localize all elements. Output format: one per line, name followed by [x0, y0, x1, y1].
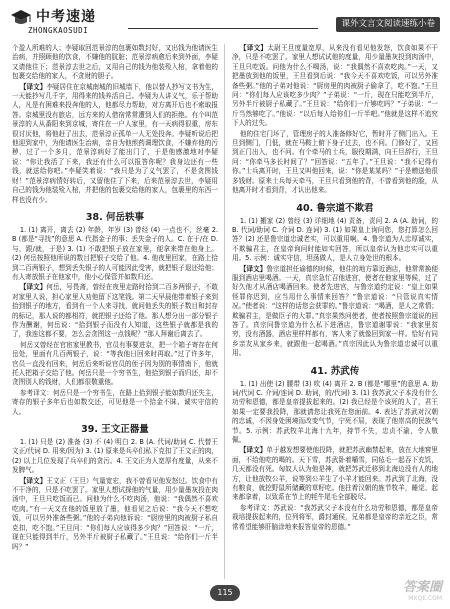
- section-heading-text: 40. 鲁宗道不欺君: [296, 202, 374, 214]
- watermark-logo: [366, 581, 442, 605]
- brand-name: 中考速递: [36, 9, 96, 25]
- page-header: [0, 0, 450, 42]
- paragraph-text: 鲁宗道担任谕德的时候，他住的地方靠近酒店，他常常换便服到酒店里喝酒。一天，真宗急忙召他进宫，使者在他家里等候，过了好久他才从酒店喝酒回来。使者先进宫，与鲁宗道约定说：“皇上如果怪罪你迟到，应当用什么事情来回答？”鲁宗道说：“只管说真实情况。”使者说：“这样的话您会获罪的。”鲁宗道说：“喝酒，是人之常情；欺骗君主，是做臣子的大罪。”真宗果然问使者，使者按照鲁宗道说的回答了。真宗问鲁宗道为什么私下进酒店，鲁宗道谢罪说：“我家里贫穷，没有酒器，酒店里样样都有，客人来了就像回到家一样。恰好有同乡亲友从家乡来，就跟他一起喝酒。”真宗因此认为鲁宗道忠诚可以重用。: [232, 264, 438, 358]
- translation-tag: 【译文】: [19, 283, 47, 292]
- header-rule: [128, 28, 318, 29]
- paragraph-text: 1. (1) 只是 (2) 准备 (3) 不 (4) 明白 2. B (A. 代词/助词 C. 代替王文正/代词 D. 用来/因为) 3. (1) 原来是兵卒们私下克扣了王文正的肉，(2) 以上几位发现了兵卒们的贪污。4. 王文正为人宽厚有度量，从来不发脾气。: [12, 438, 218, 475]
- translation-paragraph: [12, 83, 218, 205]
- translation-tag: 【译文】: [239, 44, 268, 52]
- answer-paragraph: [232, 217, 438, 264]
- section-heading: [232, 363, 438, 377]
- section-heading-text: 39. 王文正器量: [81, 424, 149, 436]
- paragraph-text: 1. (1) 搬家 (2) 曾经 (3) 详细地 (4) 责备，责问 2. A (A. 助词，的 B. 代词/助词 C. 介词 D. 连词) 3. (1) 如果皇上询问您，您打算怎么回答？(2) 还是鲁宗道忠诚老实，可以重用啊。4. 鲁宗道为人忠厚诚实，不欺骗君主，在皇帝询问时能如实回答，所以皇帝认为他忠实可以重用。5. 示例：诚实守信，坦荡做人，是人立身处世的根本。: [232, 216, 438, 263]
- paragraph-text: 参考译文：苏武说：“我苏武父子本没有什么功劳和恩德，都是皇帝栽培提拔起来的，位列将军，爵封通侯，兄弟都是皇帝的亲近之臣，常常希望能够肝脑涂地来报答皇帝的恩德。”: [232, 503, 438, 531]
- answer-paragraph: [12, 44, 218, 82]
- answer-paragraph: [12, 438, 218, 476]
- answer-paragraph: [12, 226, 218, 282]
- paragraph-text: 太尉王旦度量宽厚，从来没有看见他发怒，饮食如果不干净，只是不吃罢了。家里人想试试他的度量，用少量墨灰投到肉汤中，王旦只吃饭。问他为什么不喝汤，说：“我偶然不喜欢吃肉。”一天，又把墨放到他的饭里，王旦看到后说：“我今天不喜欢吃饭，可以另外准备些粥。”他的子弟对他说：“厨房里的肉被厨子偷拿了，吃不饱。”王旦问：“你们每人应该吃多少肉？”子弟说：“一斤，现在只能吃到半斤，另外半斤被厨子私藏了。”王旦说：“给你们一斤够吃吗？”子弟说：“一斤当然够吃了。”他说：“以后每人给你们一斤半吧。”他就是这样不追究下人的过失。: [232, 44, 438, 128]
- translation-paragraph: [232, 265, 438, 359]
- paragraph-text: 何岳又曾经在官宦家里教书，官员有事要进京，把一个箱子寄存在何岳处，里面有几百两银子，说：“等我他日回来时再取。”过了许多年，官员一直没有回来，何岳后来听说官员的侄子因为别的事情南下，他就托人把箱子交给了他。何岳只是一个穷书生，他拾到银子而归还，却不贪图别人的钱财，人们都很敬重他。: [12, 340, 218, 387]
- paragraph-text: 何岳，号畏斋，曾经在夜里走路时拾到二百多两银子，不敢对家里人说，担心家里人劝他留下这笔钱。第二天早晨他带着银子来到拾到银子的地方，看到有一个人来寻找，就问他丢失的银子数目和封存的标记，那人说的都相符，就把银子还给了他。那人想分出一部分银子作为酬谢，何岳说：“拾到银子而没有人知道，这些银子就都是我的了，我连这都不要，怎么会贪图这一点钱呢？”那人拜谢后离去了。: [12, 283, 218, 339]
- brand-pinyin: ZHONGKAOSUDI: [28, 26, 89, 35]
- paragraph-text: 李疑居住在京城南城的旧城墙下，他以替人抄写文书为生，一天能抄写几千字，用得来的钱养活自己。李疑为人讲义气，乐于帮助人，凡是有困难来投奔他的人，他都尽力帮助，对方离开后也不索取报答。京城里没有旅店，远方来的人借宿常常遭到人们的拒绝。有个叫范景淳的人从番阳来到京城，寄住在一户人家里，有一天病得很重，房东很讨厌他，将他赶了出去，范景淳正孤单一人无处投奔。李疑听说后把他迎到家中，为他请医生治病，亲自为他煎药调理饮食，不嫌弃他的污秽，过了一个多月，范景淳病好了能出门了，于是他感激地对李疑说：“你让我活了下来，我还有什么可以报答你呢？我身边还有一些钱，就送给你吧。”李疑笑着说：“我只是为了义气罢了，不是贪图钱财！”范景淳病情好转后，又留他住了下来，后来范景淳去世，李疑用自己的钱为他装殓入棺，并把他的包裹交给他的家人，包裹里的东西一样也没有少。: [12, 82, 218, 204]
- section-heading-text: 41. 苏武传: [310, 365, 360, 377]
- brand-logo: [10, 5, 130, 39]
- right-column: [232, 44, 438, 579]
- series-title: 课外文言文阅读速练小卷: [336, 17, 440, 32]
- watermark-url: MXQE.COM: [408, 595, 442, 602]
- translation-tag: 【译文】: [239, 264, 267, 273]
- translation-paragraph: [232, 446, 438, 502]
- section-heading: [12, 209, 218, 223]
- paragraph-text: 1. (1) 离开，离去 (2) 年龄，年岁 (3) 曾经 (4) 一点也不，丝毫 2. B (都是“寻找”的意思 A. 代指金子的事；丢失金子的人。C. 在于/在 D. 与，跟/就，于是) 3. (1) 不敢把银子放在家里，便拿来带在他身上。(2) 何岳按照他所说的数目把银子交给了他。4. 他夜里回家，在路上拾到二百两银子，想到丢失银子的人可能因此受害，就把银子退还给他；有人寄放银子在他家中，他小心保管并如数归还。: [12, 225, 218, 281]
- answer-paragraph: [12, 341, 218, 388]
- answer-paragraph: [232, 504, 438, 532]
- section-heading: [232, 200, 438, 214]
- translation-tag: 【译文】: [19, 82, 47, 91]
- paragraph-text: 1. (1) 出使 (2) 腰带 (3) 吹 (4) 离开 2. B (都是“哪里”的意思 A. 助词/代词 C. 介词/连词 D. 助词，的/代词) 3. (1) 我苏武父子本没有什么功劳和恩德，都是皇帝提拔起来的。(2) 我已经是个该死的人了，君王如果一定要我投降，那就请您让我死在您面前。4. 表达了苏武对汉朝的忠诚，不因身处困境而改变气节，宁死不屈，表现了他崇高的民族气节。5. 示例：苏武牧羊北海十九年，持节不失，忠贞不渝，令人敬佩。: [232, 379, 438, 445]
- left-column: [12, 44, 218, 579]
- translation-tag: 【译文】: [19, 476, 47, 485]
- answer-paragraph: [12, 389, 218, 417]
- translation-paragraph: [12, 477, 218, 552]
- paragraph-text: 个盈人所难的人；李疑取回范景淳的包裹如数封好，又出钱为他请医生治病，并照顾他的饮食，不嫌他的肮脏；范景淳病愈后来到外面，李疑又请他住下；范景淳去世之后，又用自己的钱为他装殓入棺，拿着他的包裹交给他的家人，不贪财的胆子。: [12, 44, 218, 81]
- answer-paragraph: [232, 130, 438, 196]
- page-number: 115: [210, 585, 240, 601]
- section-heading-text: 38. 何岳轶事: [85, 211, 145, 223]
- translation-paragraph: [12, 283, 218, 339]
- paragraph-text: 他的住宅门坏了，管理房子的人准备修好它，暂时开了侧门出入。王旦到侧门，门低，就在马鞍上俯下身子过去，也不问。门修好了，又回到正门出入，也不问。有个牵马的士兵，服役期满，向王旦辞行，王旦问：“你牵马多长时间了？”回答说：“五年了。”王旦说：“我不记得有你。”士兵离开时，王旦又叫他回来，说：“你是某某吗？”于是赠送他很多钱财。原来士兵每天牵马，王旦只看到他的背，不曾看到他的脸，从他离开时才看到背，才认出他来。: [232, 129, 438, 195]
- translation-paragraph: [232, 44, 438, 129]
- paragraph-text: 王文正（王旦）气量宽宏，我不曾看见他发怒过。饮食中有不干净的，只是不吃罢了。家里人想试探他的气量，用少量墨灰投在肉汤中，王旦只吃饭而已。问他为什么不吃肉汤，他说：“我偶然不喜欢吃肉。”有一天又在他的饭里放了墨，他看见之后说：“我今天不想吃饭，可以另外准备些粥。”他的子弟向他诉说：“厨房里的肉被厨子私自克扣，吃不饱。”王旦问：“你们每人应该得多少肉？”回答说：“一斤，现在只能得到半斤，另外半斤被厨子私藏了。”王旦说：“给你们一斤半吗？”: [12, 476, 218, 551]
- section-heading: [12, 421, 218, 435]
- watermark-text: 答案圈: [402, 580, 442, 595]
- translation-tag: 【译文】: [239, 446, 267, 455]
- column-divider: [224, 44, 225, 579]
- content-columns: [12, 44, 438, 579]
- answer-paragraph: [232, 380, 438, 446]
- paragraph-text: 参考译文：何岳只是一个穷书生，在路上拾到银子能如数归还失主，寄存的银子多年后也如数交还，可见他是一个拾金不昧、诚实守信的人。: [12, 388, 218, 416]
- paragraph-text: 单于越发想要使他投降，就把苏武幽禁起来，放在大地窖里面，不给他吃的喝的。天下雪，苏武卧着嚼雪，同毡毛一起吞下充饥，几天都没有死。匈奴人认为他是神，就把苏武迁移到北海边没有人的地方，让他放牧公羊，说等到公羊生了小羊才能回来。苏武到了北海，没有粮食，就挖野鼠所储藏的草籽吃。他拄着汉朝的旌节牧羊，睡觉、起来都拿着，以致系在节上的牦牛尾毛全部脱尽。: [232, 446, 438, 502]
